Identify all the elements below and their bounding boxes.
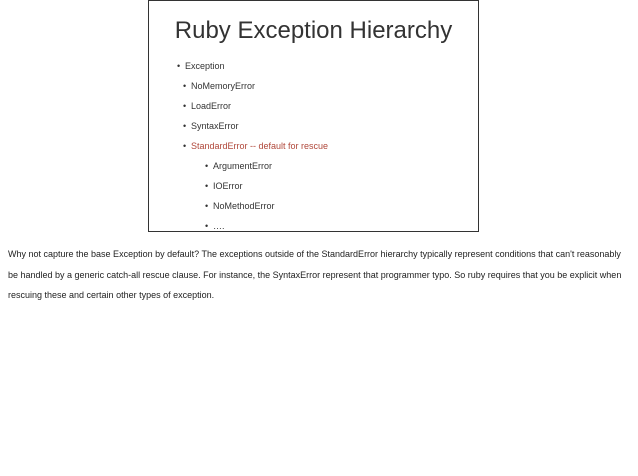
bullet-label: NoMemoryError [191, 81, 256, 91]
bullet-dot-icon: • [183, 121, 187, 131]
bullet-dot-icon: • [183, 141, 187, 151]
speaker-notes: Why not capture the base Exception by default? The exceptions outside of the StandardError hierarchy typically represent conditions that can't reasonably be handled by a generic catch-all rescue clause. For instance, the SyntaxError represent that programmer typo. So ruby requires that you be explicit when rescuing these and certain other types of exception. [8, 249, 622, 300]
bullet-item [183, 101, 231, 112]
bullet-item [183, 121, 239, 132]
bullet-label: …. [213, 221, 225, 231]
bullet-item [177, 61, 225, 72]
bullet-item [205, 161, 272, 172]
bullet-label: Exception [185, 61, 225, 71]
bullet-label: IOError [213, 181, 243, 191]
bullet-dot-icon: • [177, 61, 181, 71]
bullet-dot-icon: • [205, 201, 209, 211]
bullet-label: SyntaxError [191, 121, 239, 131]
bullet-item [205, 221, 225, 232]
bullet-dot-icon: • [205, 181, 209, 191]
bullet-label: NoMethodError [213, 201, 275, 211]
slide-frame [148, 0, 479, 232]
bullet-dot-icon: • [205, 221, 209, 231]
bullet-item [205, 181, 243, 192]
bullet-label: ArgumentError [213, 161, 273, 171]
bullet-dot-icon: • [183, 81, 187, 91]
slide-title: Ruby Exception Hierarchy [174, 17, 453, 44]
bullet-dot-icon: • [183, 101, 187, 111]
bullet-label: StandardError -- default for rescue [191, 141, 329, 151]
bullet-item-highlighted [183, 141, 328, 152]
bullet-label: LoadError [191, 101, 232, 111]
bullet-dot-icon: • [205, 161, 209, 171]
bullet-item [183, 81, 255, 92]
bullet-item [205, 201, 275, 212]
